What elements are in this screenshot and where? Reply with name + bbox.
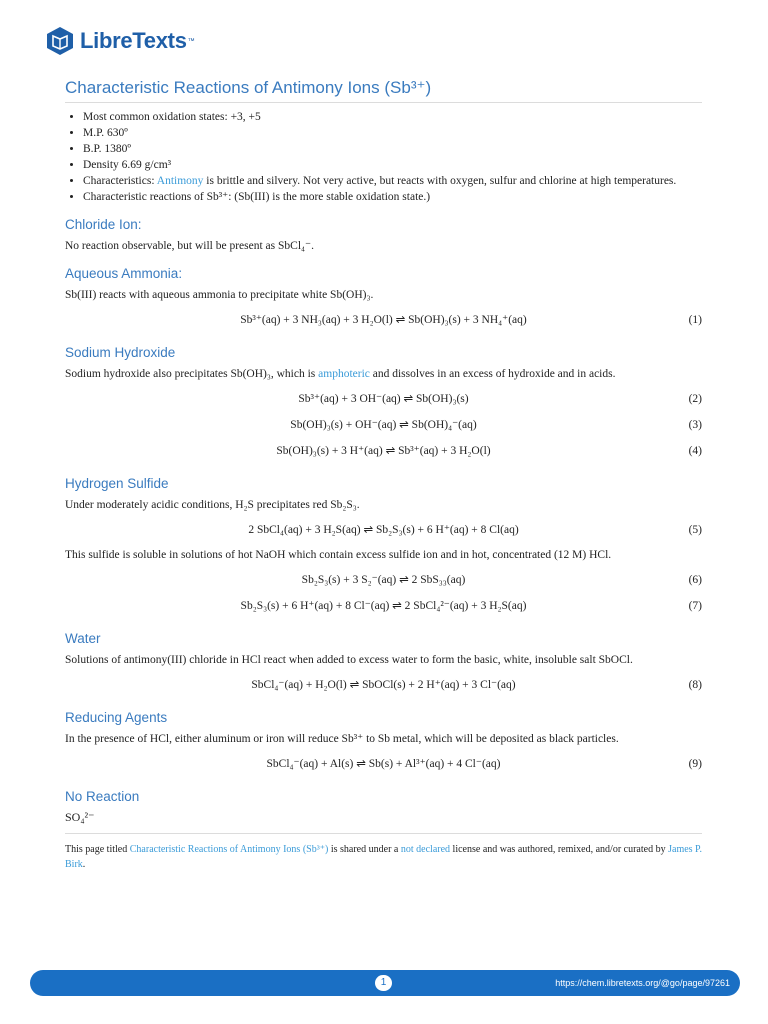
equation-number: (8) [688,679,702,691]
hydroxide-text: Sodium hydroxide also precipitates Sb(OH)₃, which is amphoteric and dissolves in an excess of hydroxide and in acids. [65,368,616,380]
heading-water: Water [65,631,101,646]
equation-7: Sb₂S₃(s) + 6 H⁺(aq) + 8 Cl⁻(aq) ⇌ 2 SbCl₄²⁻(aq) + 3 H₂S(aq) (7) [65,593,702,619]
page-title-link[interactable]: Characteristic Reactions of Antimony Ions (Sb³⁺) [129,844,329,855]
logo-trademark: ™ [187,37,195,45]
heading-sodium-hydroxide: Sodium Hydroxide [65,345,176,360]
equation-number: (7) [688,600,702,612]
equation-1: Sb³⁺(aq) + 3 NH₃(aq) + 3 H₂O(l) ⇌ Sb(OH)₃(s) + 3 NH₄⁺(aq) (1) [65,307,702,333]
equation-6: Sb₂S₃(s) + 3 S₂⁻(aq) ⇌ 2 SbS₃₃(aq) (6) [65,567,702,593]
libretexts-logo-icon [46,26,74,56]
water-text: Solutions of antimony(III) chloride in HCl react when added to excess water to form the basic, white, insoluble salt SbOCl. [65,654,633,666]
libretexts-logo[interactable] [46,26,195,56]
page-number-badge: 1 [375,975,392,991]
chloride-text: No reaction observable, but will be present as SbCl₄⁻. [65,240,314,252]
sulfide-text-2: This sulfide is soluble in solutions of hot NaOH which contain excess sulfide ion and in hot, concentrated (12 M) HCl. [65,549,612,561]
sulfide-text-1: Under moderately acidic conditions, H₂S precipitates red Sb₂S₃. [65,499,360,511]
amphoteric-link[interactable]: amphoteric [318,368,370,380]
equation-number: (9) [688,758,702,770]
equation-number: (2) [688,393,702,405]
equation-2: Sb³⁺(aq) + 3 OH⁻(aq) ⇌ Sb(OH)₃(s) (2) [65,386,702,412]
equation-5: 2 SbCl₄(aq) + 3 H₂S(aq) ⇌ Sb₂S₃(s) + 6 H⁺(aq) + 8 Cl(aq) (5) [65,517,702,543]
equation-number: (6) [688,574,702,586]
equation-number: (4) [688,445,702,457]
facts-list [65,109,702,205]
heading-hydrogen-sulfide: Hydrogen Sulfide [65,476,169,491]
page-title: Characteristic Reactions of Antimony Ions (Sb³⁺) [65,78,702,103]
heading-chloride-ion: Chloride Ion: [65,217,142,232]
equation-4: Sb(OH)₃(s) + 3 H⁺(aq) ⇌ Sb³⁺(aq) + 3 H₂O(l) (4) [65,438,702,464]
equation-8: SbCl₄⁻(aq) + H₂O(l) ⇌ SbOCl(s) + 2 H⁺(aq) + 3 Cl⁻(aq) (8) [65,672,702,698]
equation-number: (1) [688,314,702,326]
page-content [65,78,702,872]
license-note: This page titled Characteristic Reactions of Antimony Ions (Sb³⁺) is shared under a not declared license and was authored, remixed, and/or curated by James P. Birk. [65,833,702,872]
equation-9: SbCl₄⁻(aq) + Al(s) ⇌ Sb(s) + Al³⁺(aq) + 4 Cl⁻(aq) (9) [65,751,702,777]
fact-density: • Density 6.69 g/cm³ [83,157,702,173]
page-url[interactable]: https://chem.libretexts.org/@go/page/97261 [555,978,730,988]
fact-melting-point: • M.P. 630º [83,125,702,141]
logo-text: LibreTexts [80,28,187,53]
license-link[interactable]: not declared [400,844,451,855]
ammonia-text: Sb(III) reacts with aqueous ammonia to precipitate white Sb(OH)₃. [65,289,374,301]
equation-number: (3) [688,419,702,431]
equation-number: (5) [688,524,702,536]
heading-aqueous-ammonia: Aqueous Ammonia: [65,266,183,281]
fact-oxidation-states: • Most common oxidation states: +3, +5 [83,109,702,125]
no-reaction-ion: SO₄²⁻ [65,810,95,824]
heading-reducing-agents: Reducing Agents [65,710,168,725]
fact-characteristic-reactions: • Characteristic reactions of Sb³⁺: (Sb(III) is the more stable oxidation state.) [83,189,702,205]
heading-no-reaction: No Reaction [65,789,140,804]
equation-3: Sb(OH)₃(s) + OH⁻(aq) ⇌ Sb(OH)₄⁻(aq) (3) [65,412,702,438]
author-link[interactable]: James P. Birk [65,844,703,870]
fact-boiling-point: • B.P. 1380º [83,141,702,157]
fact-characteristics: • Characteristics: Antimony is brittle and silvery. Not very active, but reacts with oxygen, sulfur and chlorine at high temperatures. [83,173,702,189]
antimony-link[interactable]: Antimony [156,175,204,187]
page-footer-bar [30,970,740,996]
reducing-text: In the presence of HCl, either aluminum or iron will reduce Sb³⁺ to Sb metal, which will be deposited as black particles. [65,733,619,745]
